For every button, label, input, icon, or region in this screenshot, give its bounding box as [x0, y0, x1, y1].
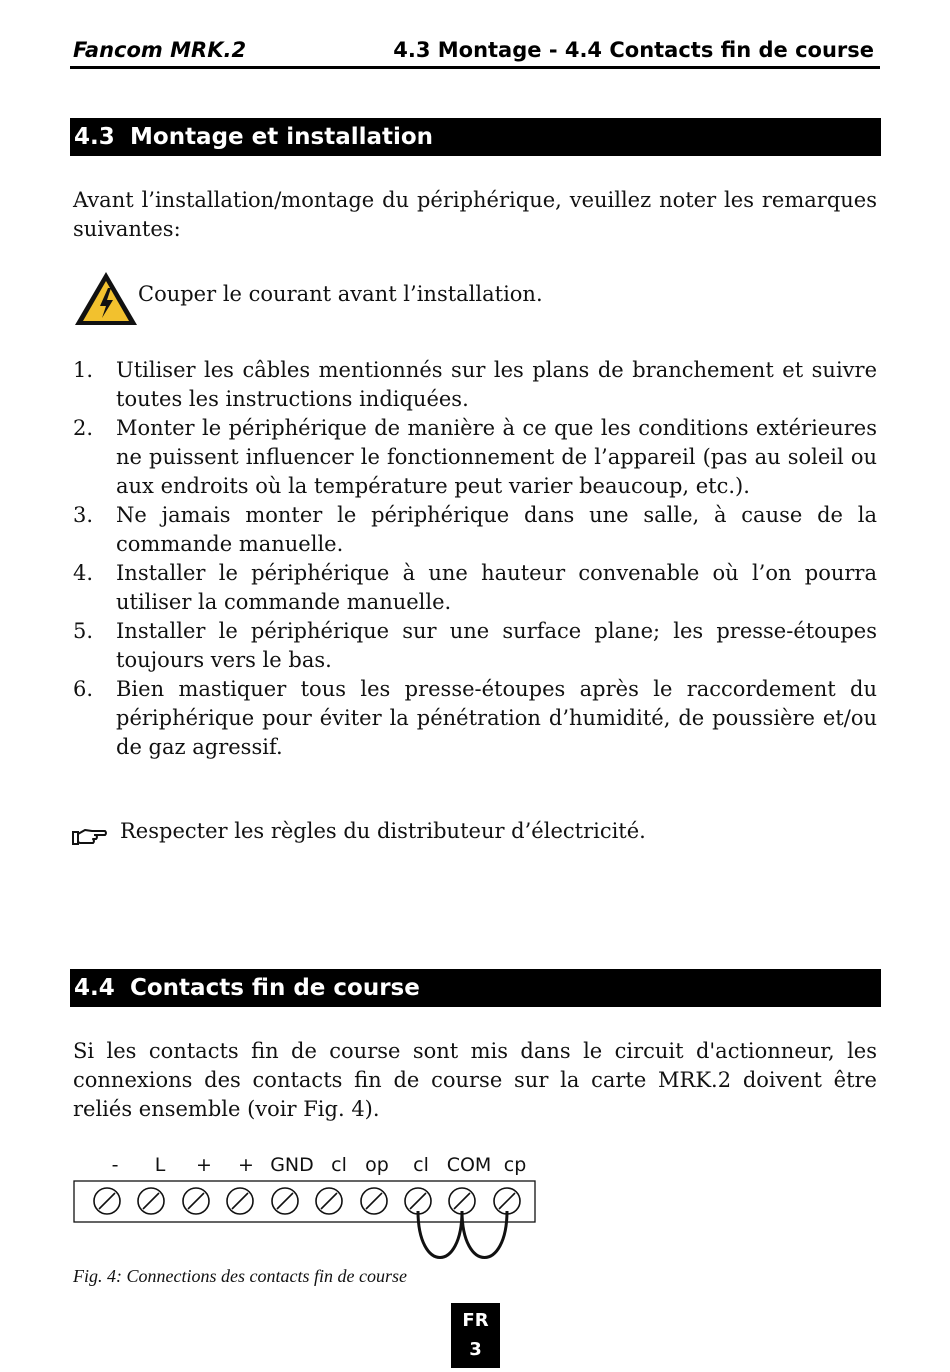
- step-text: Ne jamais monter le périphérique dans une salle, à cause de la commande manuelle.: [116, 503, 877, 556]
- screw-terminal-icon: [361, 1188, 387, 1214]
- terminal-label: COM: [446, 1154, 492, 1176]
- section-number: 4.4: [74, 975, 115, 1001]
- screw-terminal-icon: [227, 1188, 253, 1214]
- step-number: 6.: [73, 677, 94, 701]
- header-title: Fancom MRK.2: [73, 38, 247, 62]
- figure-caption: Fig. 4: Connections des contacts fin de course: [73, 1266, 407, 1286]
- terminal-label: cp: [503, 1154, 527, 1176]
- section-title: Montage et installation: [130, 124, 434, 150]
- terminal-label: +: [238, 1154, 254, 1176]
- step-text: Installer le périphérique à une hauteur convenable où l’on pourra utiliser la commande manuelle.: [116, 561, 877, 614]
- screw-terminal-icon: [449, 1188, 475, 1214]
- section-number: 4.3: [74, 124, 115, 150]
- section-title: Contacts fin de course: [130, 975, 420, 1001]
- step-number: 4.: [73, 561, 94, 585]
- terminal-label: GND: [270, 1154, 314, 1176]
- screw-terminal-icon: [494, 1188, 520, 1214]
- note-text: Respecter les règles du distributeur d’électricité.: [120, 819, 646, 843]
- warning-text: Couper le courant avant l’installation.: [138, 282, 543, 306]
- step-number: 3.: [73, 503, 94, 527]
- step-number: 5.: [73, 619, 94, 643]
- screw-terminal-icon: [405, 1188, 431, 1214]
- screw-terminal-icon: [138, 1188, 164, 1214]
- terminal-label: L: [154, 1154, 166, 1176]
- terminal-label: op: [365, 1154, 389, 1176]
- jumper-wire: [462, 1211, 507, 1258]
- section-intro: Si les contacts fin de course sont mis dans le circuit d'actionneur, les connexions des contacts fin de course sur la carte MRK.2 doivent être reliés ensemble (voir Fig. 4).: [73, 1039, 877, 1121]
- step-text: Monter le périphérique de manière à ce que les conditions extérieures ne puissent influencer le fonctionnement de l’appareil (pas au soleil ou aux endroits où la température peut varier beaucoup, etc.).: [116, 416, 877, 498]
- page-number: 3: [469, 1339, 482, 1360]
- page-language: FR: [462, 1310, 489, 1331]
- screw-terminal-icon: [183, 1188, 209, 1214]
- terminal-label: +: [196, 1154, 212, 1176]
- terminal-label: cl: [331, 1154, 347, 1176]
- step-text: Utiliser les câbles mentionnés sur les plans de branchement et suivre toutes les instructions indiquées.: [116, 358, 877, 411]
- step-text: Installer le périphérique sur une surface plane; les presse-étoupes toujours vers le bas.: [116, 619, 877, 672]
- step-number: 1.: [73, 358, 94, 382]
- header-section: 4.3 Montage - 4.4 Contacts fin de course: [393, 38, 874, 62]
- step-text: Bien mastiquer tous les presse-étoupes après le raccordement du périphérique pour éviter la pénétration d’humidité, de poussière et/ou de gaz agressif.: [116, 677, 877, 759]
- screw-terminal-icon: [272, 1188, 298, 1214]
- step-number: 2.: [73, 416, 94, 440]
- page-badge: [451, 1303, 500, 1368]
- screw-terminal-icon: [316, 1188, 342, 1214]
- jumper-wire: [418, 1211, 462, 1258]
- section-intro: Avant l’installation/montage du périphérique, veuillez noter les remarques suivantes:: [73, 188, 877, 241]
- terminal-label: -: [111, 1154, 119, 1176]
- terminal-label: cl: [413, 1154, 429, 1176]
- screw-terminal-icon: [94, 1188, 120, 1214]
